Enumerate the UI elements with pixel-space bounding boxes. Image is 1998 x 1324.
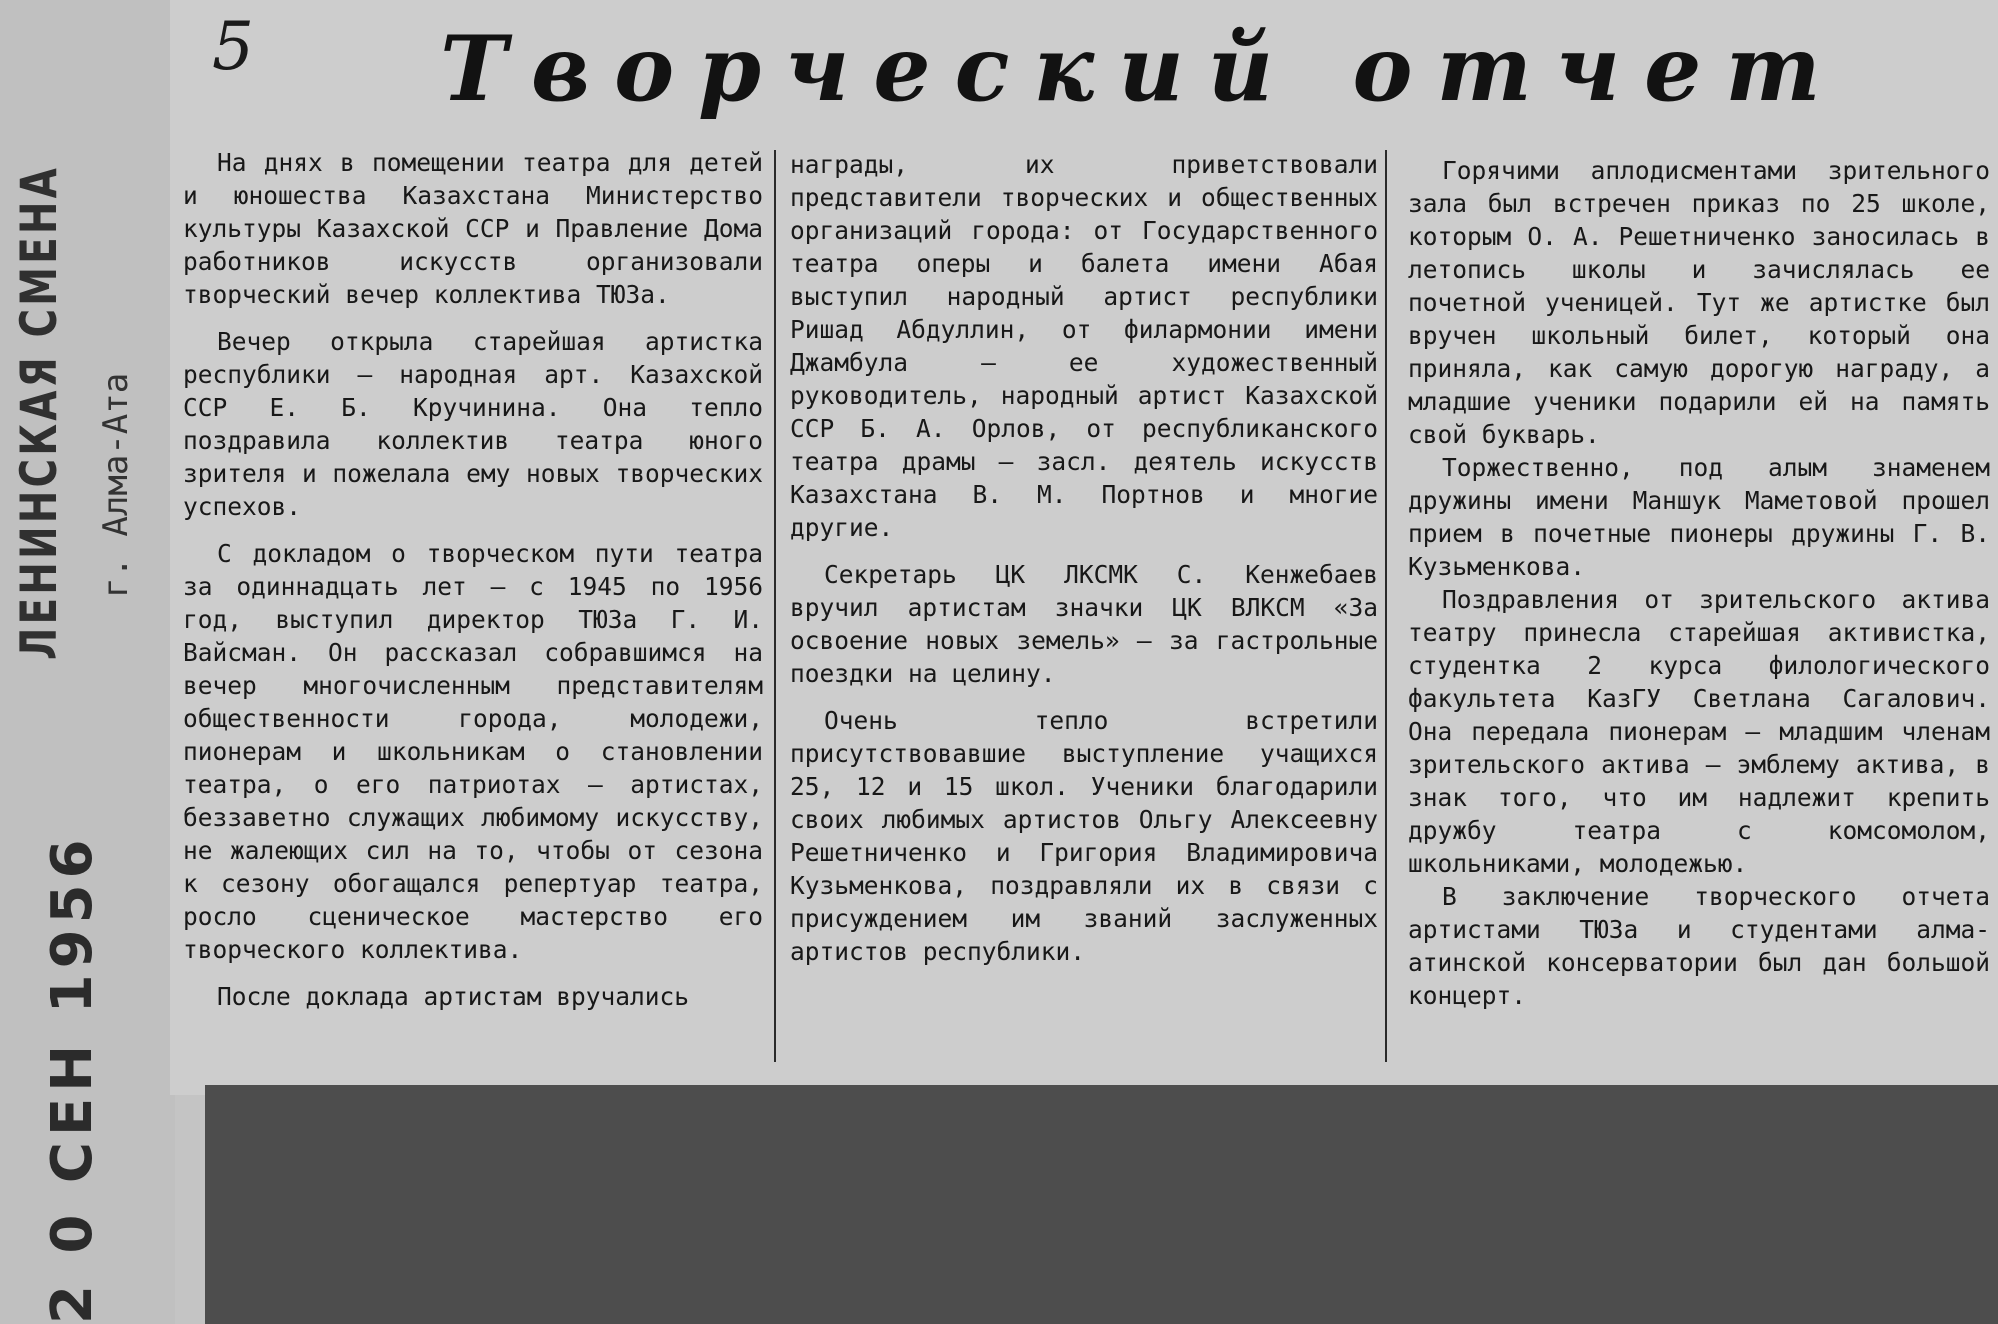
backing-sheet	[205, 1085, 1998, 1324]
column-divider	[1385, 150, 1387, 1062]
column-divider	[774, 150, 776, 1062]
paragraph: В заключение творческого отчета артистами ТЮЗа и студентами алма-атинской консерватории был дан большой концерт.	[1408, 882, 1990, 1010]
article-column-3	[1408, 154, 1990, 1012]
handwritten-page-number: 5	[212, 8, 254, 85]
city-stamp: г. Алма-Ата	[96, 372, 136, 598]
paragraph: Очень тепло встретили присутствовавшие выступление учащихся 25, 12 и 15 школ. Ученики благодарили своих любимых артистов Ольгу Алексеевну Решетниченко и Григория Владимировича Кузьменкова, поздравляли их в связи с присуждением им званий заслуженных артистов республики.	[790, 706, 1378, 966]
article-column-1	[183, 146, 763, 1013]
paragraph: На днях в помещении театра для детей и юношества Казахстана Министерство культуры Казахской ССР и Правление Дома работников искусств организовали творческий вечер коллектива ТЮЗа.	[183, 148, 763, 309]
paragraph: Поздравления от зрительского актива театру принесла старейшая активистка, студентка 2 курса филологического факультета КазГУ Светлана Сагалович. Она передала пионерам — младшим членам зрительского актива — эмблему актива, в знак того, что им надлежит крепить дружбу театра с комсомолом, школьниками, молодежью.	[1408, 585, 1990, 878]
paragraph: Вечер открыла старейшая артистка республики — народная арт. Казахской ССР Е. Б. Кручинина. Она тепло поздравила коллектив театра юного зрителя и пожелала ему новых творческих успехов.	[183, 327, 763, 521]
paragraph: Горячими аплодисментами зрительного зала был встречен приказ по 25 школе, которым О. А. Решетниченко заносилась в летопись школы и зачислялась ее почетной ученицей. Тут же артистке был вручен школьный билет, который она приняла, как самую дорогую награду, а младшие ученики подарили ей на память свой букварь.	[1408, 156, 1990, 449]
paragraph: награды, их приветствовали представители творческих и общественных организаций города: от Государственного театра оперы и балета имени Абая выступил народный артист республики Ришад Абдуллин, от филармонии имени Джамбула — ее художественный руководитель, народный артист Казахской ССР Б. А. Орлов, от республиканского театра драмы — засл. деятель искусств Казахстана В. М. Портнов и многие другие.	[790, 150, 1378, 542]
date-stamp: 2 0 СЕН 1956	[40, 833, 105, 1324]
masthead-stamp: ЛЕНИНСКАЯ СМЕНА	[10, 165, 68, 660]
paragraph: С докладом о творческом пути театра за одиннадцать лет — с 1945 по 1956 год, выступил директор ТЮЗа Г. И. Вайсман. Он рассказал собравшимся на вечер многочисленным представителям общественности города, молодежи, пионерам и школьникам о становлении театра, о его патриотах — артистах, беззаветно служащих любимому искусству, не жалеющих сил на то, чтобы от сезона к сезону обогащался репертуар театра, росло сценическое мастерство его творческого коллектива.	[183, 539, 763, 964]
paragraph: После доклада артистам вручались	[217, 982, 690, 1011]
article-headline: Творческий отчет	[440, 16, 1845, 122]
paragraph: Секретарь ЦК ЛКСМК С. Кенжебаев вручил артистам значки ЦК ВЛКСМ «За освоение новых земель» — за гастрольные поездки на целину.	[790, 560, 1378, 688]
article-column-2	[790, 148, 1378, 968]
paragraph: Торжественно, под алым знаменем дружины имени Маншук Маметовой прошел прием в почетные пионеры дружины Г. В. Кузьменкова.	[1408, 453, 1990, 581]
